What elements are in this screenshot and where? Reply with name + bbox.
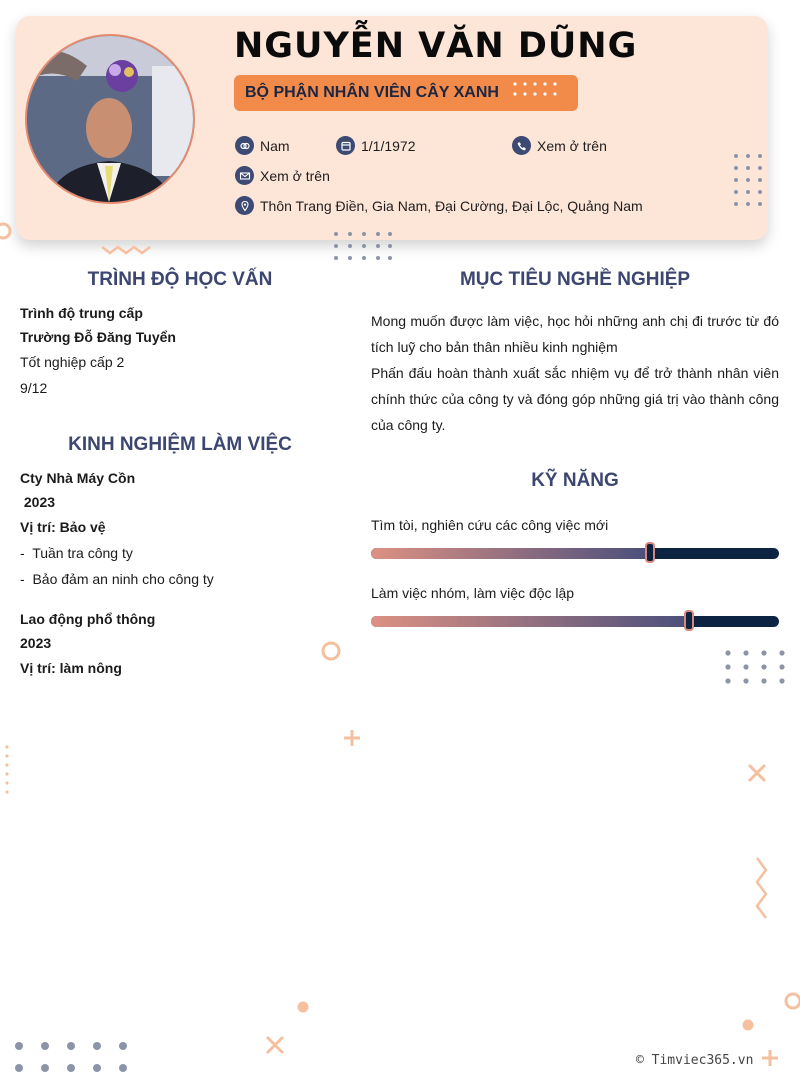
mail-icon [235,166,254,185]
skills-heading: KỸ NĂNG [531,470,619,491]
skill-bar [371,616,779,627]
dots-decoration [732,152,764,208]
job-company: Lao động phổ thông [20,611,156,627]
avatar-photo [27,36,193,202]
grade-info: 9/12 [20,380,48,396]
gender-info [235,136,290,155]
zigzag-decoration [100,243,156,255]
job-year: 2023 [20,635,52,651]
skill-bar-fill [371,616,689,627]
dots-decoration [12,1038,132,1076]
skill-bar-handle [645,542,655,563]
plus-decoration [342,728,362,748]
skill-label: Làm việc nhóm, làm việc độc lập [371,585,575,601]
dots-decoration [332,230,396,264]
phone-icon [512,136,531,155]
email-info [235,166,330,185]
job-year: 2023 [20,494,56,510]
skill-label: Tìm tòi, nghiên cứu các công việc mới [371,517,609,533]
avatar [25,34,195,204]
zigzag-decoration [754,856,770,924]
objective-paragraph: Mong muốn được làm việc, học hỏi những anh chị đi trước từ đó tích luỹ cho bản thân nhiều kinh nghiệm [371,313,779,355]
ring-decoration [320,640,342,662]
dots-decoration [2,744,12,796]
job-role: Vị trí: Bảo vệ [20,519,106,535]
email-value: Xem ở trên [260,167,330,184]
cross-decoration [746,762,768,784]
plus-decoration [760,1048,780,1068]
objective-heading: MỤC TIÊU NGHỀ NGHIỆP [459,269,691,290]
footer-copyright: © Timviec365.vn [636,1053,754,1068]
experience-heading: KINH NGHIỆM LÀM VIỆC [68,434,292,455]
birthdate-info [336,136,416,155]
ring-decoration [0,220,14,242]
dot-decoration [296,1000,310,1014]
gender-value: Nam [260,137,290,154]
school-name: Trường Đỗ Đăng Tuyển [20,329,176,345]
ring-decoration [782,990,800,1012]
job-task: - Bảo đảm an ninh cho công ty [20,571,214,587]
objective-paragraph: Phấn đấu hoàn thành xuất sắc nhiệm vụ để trở thành nhân viên chính thức của công ty và đóng góp những giá trị vào thành công của công ty. [371,365,779,433]
job-title: BỘ PHẬN NHÂN VIÊN CÂY XANH [245,84,499,101]
phone-value: Xem ở trên [537,137,607,154]
address-info [235,196,643,215]
calendar-icon [336,136,355,155]
skill-bar-handle [684,610,694,631]
dots-decoration [722,648,788,688]
candidate-name: NGUYỄN VĂN DŨNG [234,26,638,66]
dot-decoration [741,1018,755,1032]
dots-decoration [512,81,562,101]
job-company: Cty Nhà Máy Cồn [20,470,136,486]
job-role: Vị trí: làm nông [20,660,122,676]
job-task: - Tuần tra công ty [20,545,133,561]
location-pin-icon [235,196,254,215]
education-heading: TRÌNH ĐỘ HỌC VẤN [87,269,273,290]
birthdate-value: 1/1/1972 [361,137,416,154]
education-level: Trình độ trung cấp [20,305,143,321]
phone-info [512,136,607,155]
gender-icon [235,136,254,155]
cross-decoration [264,1034,286,1056]
skill-bar-fill [371,548,650,559]
graduation-info: Tốt nghiệp cấp 2 [20,354,125,370]
skill-bar [371,548,779,559]
job-title-badge [234,75,578,111]
address-value: Thôn Trang Điền, Gia Nam, Đại Cường, Đại Lộc, Quảng Nam [260,197,643,214]
